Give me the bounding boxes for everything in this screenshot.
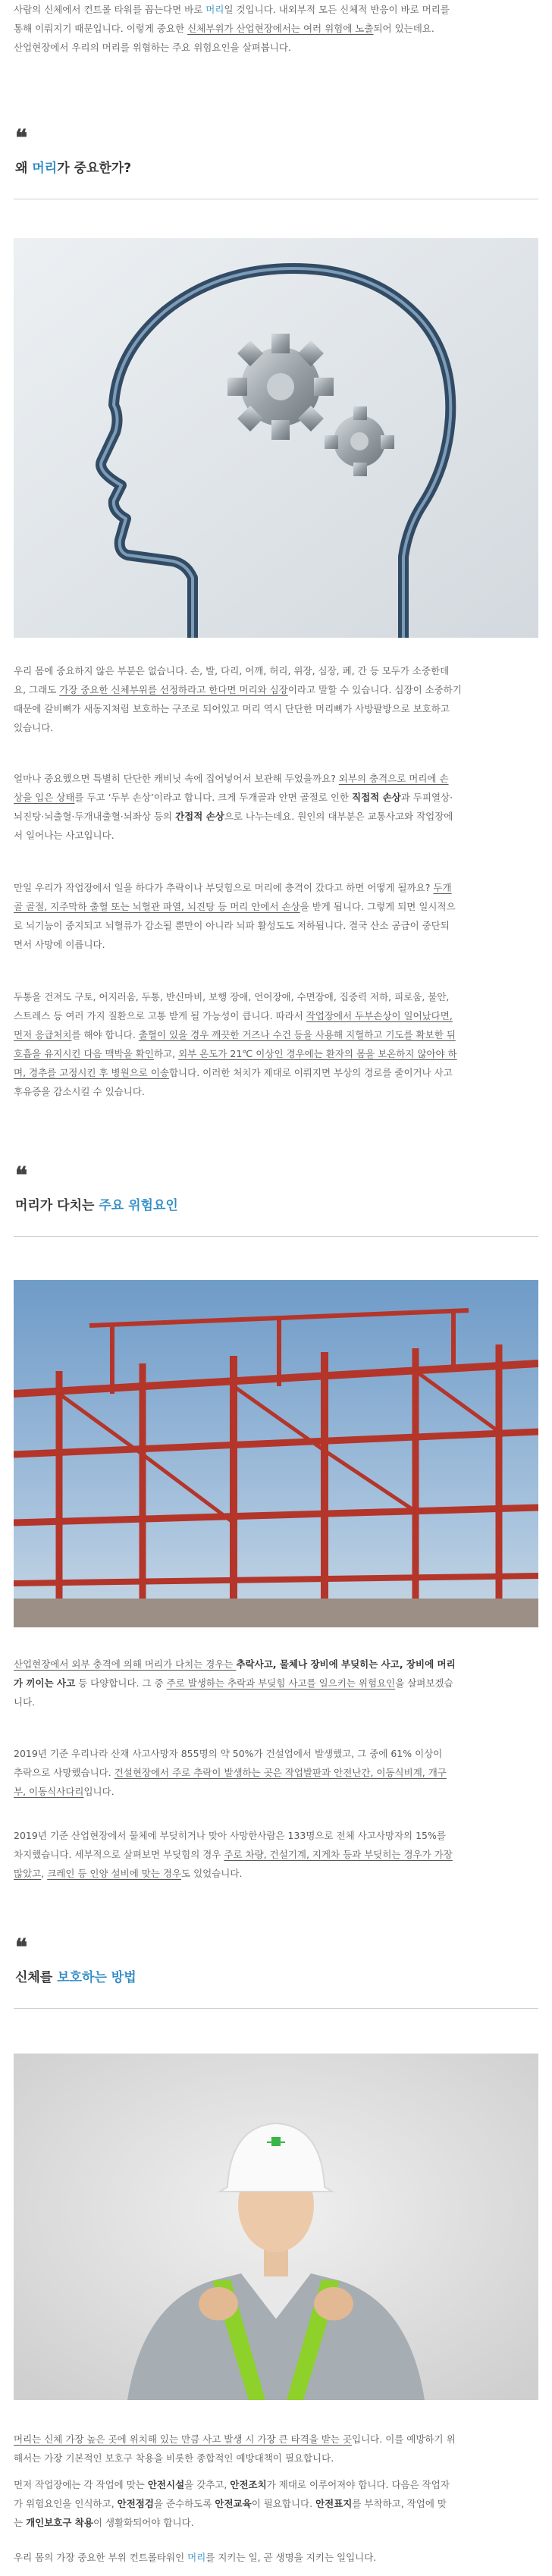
intro-paragraph: 사람의 신체에서 컨트롤 타워를 꼽는다면 바로 머리일 것입니다. 내외부적 모든 신체적 반응이 바로 머리를 통해 이뤄지기 때문입니다. 이렇게 중요한 신체부위가 산업현장에서는 여러 위험에 노출되어 있는데요. 산업현장에서 우리의 머리를 위협하는 주요 위험요인을 살펴봅니다. [14,4,450,53]
quote-mark-icon: ❝ [15,125,28,152]
head-gears-image [14,238,538,638]
steel-frame-image [14,1280,538,1627]
section3-paragraph-1: 머리는 신체 가장 높은 곳에 위치해 있는 만큼 사고 발생 시 가장 큰 타격을 받는 곳입니다. 이를 예방하기 위 해서는 가장 기본적인 보호구 착용을 비롯한 종합적인 예방대책이 필요합니다. [14,2433,456,2464]
section1-paragraph-2: 얼마나 중요했으면 특별히 단단한 캐비닛 속에 집어넣어서 보관해 두었을까요? 외부의 충격으로 머리에 손 상을 입은 상태를 두고 ‘두부 손상’이라고 합니다. 크게 두개골과 안면 골절로 인한 직접적 손상과 두피열상· 뇌진탕·뇌출혈·두개내출혈·뇌좌상 등의 간접적 손상으로 나누는데요. 원인의 대부분은 교통사고와 작업장에 서 일어나는 사고입니다. [14,773,453,841]
section3-paragraph-2: 먼저 작업장에는 각 작업에 맞는 안전시설을 갖추고, 안전조치가 제대로 이루어져야 합니다. 다음은 작업자 가 위험요인을 인식하고, 안전점검을 준수하도록 안전교육이 필요합니다. 안전표지를 부착하고, 작업에 맞 는 개인보호구 착용이 생활화되어야 합니다. [14,2479,450,2528]
section1-paragraph-1: 우리 몸에 중요하지 않은 부분은 없습니다. 손, 발, 다리, 어깨, 허리, 위장, 심장, 폐, 간 등 모두가 소중한데 요, 그래도 가장 중요한 신체부위를 선정하라고 한다면 머리와 심장이라고 말할 수 있습니다. 심장이 소중하기 때문에 갈비뼈가 새동지처럼 보호하는 구조로 되어있고 머리 역시 단단한 머리뼈가 사방팔방으로 보호하고 있습니다. [14,665,462,733]
section-title-why-head: 왜 머리가 중요한가? [15,161,132,176]
worker-image [14,2054,538,2400]
section1-paragraph-3: 만일 우리가 작업장에서 일을 하다가 추락이나 부딪힘으로 머리에 충격이 갔다고 하면 어떻게 될까요? 두개 골 골절, 지주막하 출혈 또는 뇌혈관 파열, 뇌진탕 등 머리 안에서 손상을 받게 됩니다. 그렇게 되면 일시적으 로 뇌기능이 중지되고 뇌혈류가 감소될 뿐만이 아니라 뇌파 활성도도 저하됩니다. 결국 산소 공급이 중단되 면서 사망에 이릅니다. [14,882,456,950]
section-divider [14,2008,538,2009]
section3-paragraph-3: 우리 몸의 가장 중요한 부위 컨트롤타워인 머리를 지키는 일, 곧 생명을 지키는 일입니다. [14,2552,377,2563]
section1-paragraph-4: 두통을 건져도 구토, 어지러움, 두통, 반신마비, 보행 장애, 언어장애, 수면장애, 집중력 저하, 피로움, 불안, 스트레스 등 여러 가지 질환으로 고통 받게 될 가능성이 큽니다. 따라서 작업장에서 두부손상이 일어났다면, 먼저 응급처치를 해야 합니다. 출혈이 있을 경우 깨끗한 거즈나 수건 등을 사용해 지혈하고 기도를 확보한 뒤 호흡을 유지시킨 다음 맥박을 확인하고, 외부 온도가 21℃ 이상인 경우에는 환자의 몸을 보온하지 않아야 하 며, 경추를 고정시킨 후 병원으로 이송합니다. 이러한 처치가 제대로 이뤄지면 부상의 경로를 줄이거나 사고 후유증을 감소시킬 수 있습니다. [14,991,457,1097]
quote-mark-icon: ❝ [15,1934,28,1961]
section-title-protection: 신체를 보호하는 방법 [15,1970,136,1985]
section2-paragraph-1: 산업현장에서 외부 충격에 의해 머리가 다치는 경우는 추락사고, 물체나 장비에 부딪히는 사고, 장비에 머리 가 끼이는 사고 등 다양합니다. 그 중 주로 발생하는 추락과 부딪힘 사고를 일으키는 위험요인을 살펴보겠습 니다. [14,1658,456,1708]
quote-mark-icon: ❝ [15,1162,28,1189]
section2-paragraph-3: 2019년 기준 산업현장에서 물체에 부딪히거나 맞아 사망한사람은 133명으로 전체 사고사망자의 15%를 차지했습니다. 세부적으로 살펴보면 부딪힘의 경우 주로 차량, 건설기계, 지게차 등과 부딪히는 경우가 가장 많았고, 크레인 등 인양 설비에 맞는 경우도 있었습니다. [14,1830,453,1879]
section-title-hazards: 머리가 다치는 주요 위험요인 [15,1198,178,1213]
section-divider [14,1236,538,1237]
section2-paragraph-2: 2019년 기준 우리나라 산재 사고사망자 855명의 약 50%가 건설업에서 발생했고, 그 중에 61% 이상이 추락으로 사망했습니다. 건설현장에서 주로 추락이 발생하는 곳은 작업발판과 안전난간, 이동식비계, 개구 부, 이동식사다리입니다. [14,1748,447,1797]
